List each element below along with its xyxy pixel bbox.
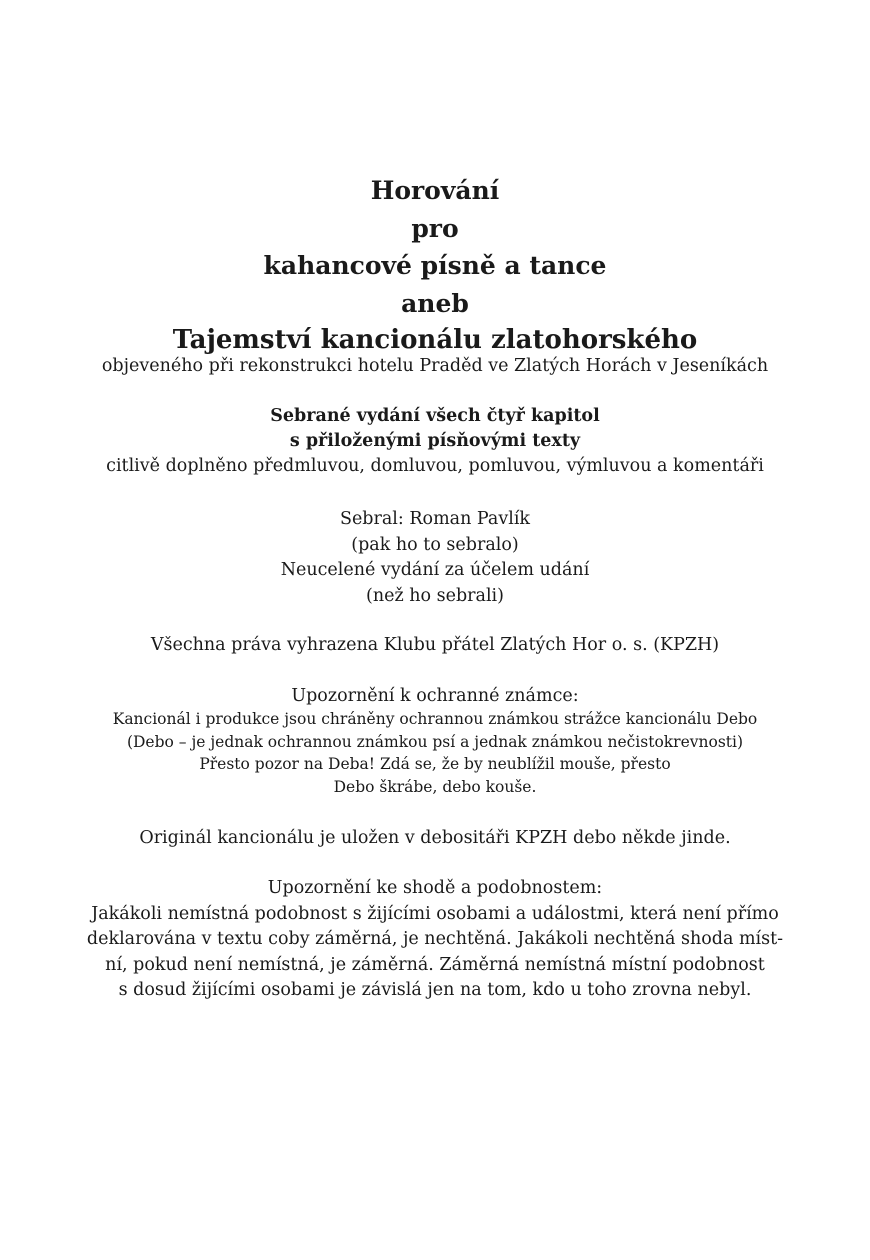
similarity-line-4: s dosud žijícími osobami je závislá jen na tom, kdo u toho zrovna nebyl. [118, 980, 752, 1000]
title-line-1: Horování [370, 176, 500, 205]
title-line-5: Tajemství kancionálu zlatohorského [172, 325, 698, 355]
edition-line-3: citlivě doplněno předmluvou, domluvou, pomluvou, výmluvou a komentáři [106, 456, 764, 476]
trademark-heading: Upozornění k ochranné známce: [291, 686, 579, 706]
title-line-4: aneb [401, 288, 469, 318]
title-line-3: kahancové písně a tance [263, 251, 607, 280]
editor-block [0, 507, 870, 609]
editor-line-4: (než ho sebrali) [366, 585, 504, 606]
edition-block [0, 404, 870, 479]
trademark-notice [0, 684, 870, 798]
edition-line-1: Sebrané vydání všech čtyř kapitol [270, 406, 600, 426]
similarity-heading: Upozornění ke shodě a podobnostem: [267, 878, 603, 898]
trademark-line-3: Přesto pozor na Deba! Zdá se, že by neublížil mouše, přesto [199, 755, 671, 773]
trademark-line-1: Kancionál i produkce jsou chráněny ochrannou známkou strážce kancionálu Debo [112, 710, 758, 728]
title-block [0, 172, 870, 360]
trademark-line-4: Debo škrábe, debo kouše. [333, 777, 537, 796]
similarity-line-2: deklarována v textu coby záměrná, je nechtěná. Jakákoli nechtěná shoda míst- [86, 929, 784, 949]
edition-line-2: s přiloženými písňovými texty [289, 431, 581, 451]
rights-notice: Všechna práva vyhrazena Klubu přátel Zlatých Hor o. s. (KPZH) [150, 635, 720, 655]
similarity-line-1: Jakákoli nemístná podobnost s žijícími osobami a událostmi, která není přímo [91, 903, 779, 924]
subtitle: objeveného při rekonstrukci hotelu Praděd ve Zlatých Horách v Jeseníkách [101, 356, 769, 376]
editor-line-2: (pak ho to sebralo) [351, 534, 519, 555]
similarity-notice [0, 876, 870, 1004]
original-location-note: Originál kancionálu je uložen v debositáři KPZH debo někde jinde. [139, 828, 731, 848]
title-line-2: pro [411, 213, 459, 243]
similarity-line-3: ní, pokud není nemístná, je záměrná. Záměrná nemístná místní podobnost [105, 954, 765, 975]
trademark-line-2: (Debo – je jednak ochrannou známkou psí a jednak známkou nečistokrevnosti) [126, 732, 744, 751]
editor-line-3: Neucelené vydání za účelem udání [280, 560, 590, 580]
editor-line-1: Sebral: Roman Pavlík [339, 509, 531, 529]
